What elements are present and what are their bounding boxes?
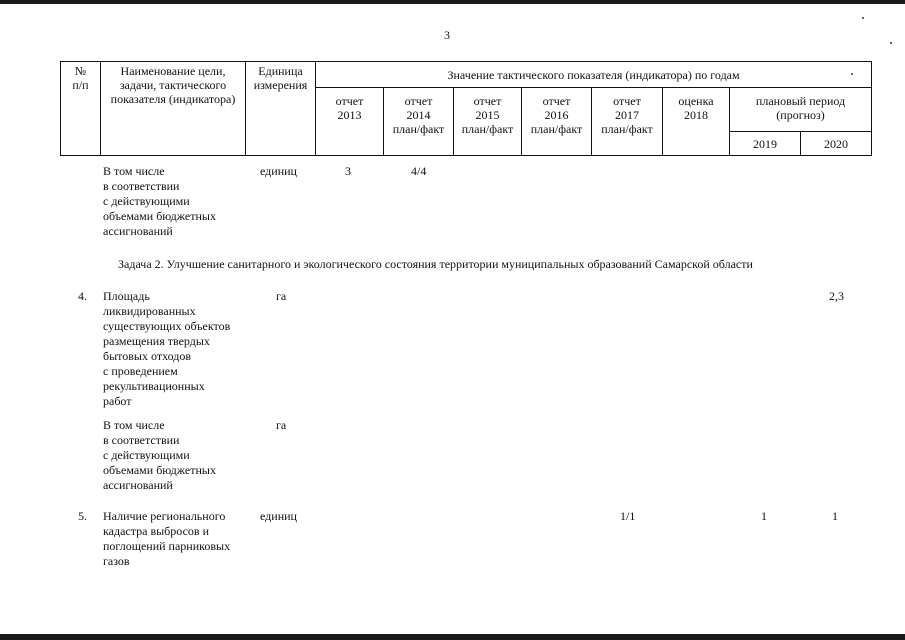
row-5-2019: 1 [761,509,767,523]
header-2019: 2019 [730,132,801,156]
name-line: существующих объектов [103,319,231,333]
page-number: 3 [444,28,450,42]
header-2017: отчет 2017 план/факт [592,88,663,156]
header-2016: отчет 2016 план/факт [522,88,592,156]
name-line: работ [103,394,132,408]
name-line: ассигнований [103,478,173,492]
name-line: В том числе [103,164,165,178]
name-line: размещения твердых [103,334,210,348]
table-header [60,61,872,156]
header-col-name: Наименование цели, задачи, тактического показателя (индикатора) [101,62,246,156]
name-line: в соответствии [103,433,180,447]
name-line: с действующими [103,194,190,208]
scan-speck [862,17,864,19]
header-col-unit: Единица измерения [246,62,316,156]
name-line: ликвидированных [103,304,196,318]
header-2015: отчет 2015 план/факт [454,88,522,156]
header-col-number: № п/п [61,62,101,156]
row-5-name [103,509,230,569]
name-line: В том числе [103,418,165,432]
name-line: в соответствии [103,179,180,193]
header-2014: отчет 2014 план/факт [384,88,454,156]
name-line: объемами бюджетных [103,463,216,477]
top-border-bar [0,0,905,4]
header-2013: отчет 2013 [316,88,384,156]
row-4-subtotal-unit: га [276,418,287,432]
name-line: объемами бюджетных [103,209,216,223]
name-line: с проведением [103,364,178,378]
row-subtotal-2013: 3 [345,164,351,178]
name-line: газов [103,554,130,568]
name-line: Площадь [103,289,150,303]
header-2020: 2020 [801,132,872,156]
row-5-unit: единиц [260,509,297,523]
name-line: поглощений парниковых [103,539,231,553]
name-line: бытовых отходов [103,349,192,363]
row-subtotal-unit: единиц [260,164,297,178]
row-subtotal-2014: 4/4 [411,164,427,178]
name-line: рекультивационных [103,379,205,393]
header-col-values: Значение тактического показателя (индикатора) по годам [316,62,872,88]
name-line: Наличие регионального [103,509,226,523]
row-5-number: 5. [78,509,87,523]
name-line: кадастра выбросов и [103,524,209,538]
row-subtotal-name [103,164,216,239]
task-2-heading: Задача 2. Улучшение санитарного и экологического состояния территории муниципальных образований Самарской области [118,257,753,271]
header-2018: оценка 2018 [663,88,730,156]
header-planned-period: плановый период (прогноз) [730,88,872,132]
row-4-subtotal-name [103,418,216,493]
scan-speck [890,42,892,44]
row-4-name [103,289,230,409]
row-4-unit: га [276,289,287,303]
bottom-border-bar [0,634,905,640]
row-4-2020: 2,3 [829,289,844,303]
name-line: с действующими [103,448,190,462]
row-4-number: 4. [78,289,87,303]
name-line: ассигнований [103,224,173,238]
row-5-2017: 1/1 [620,509,636,523]
row-5-2020: 1 [832,509,838,523]
